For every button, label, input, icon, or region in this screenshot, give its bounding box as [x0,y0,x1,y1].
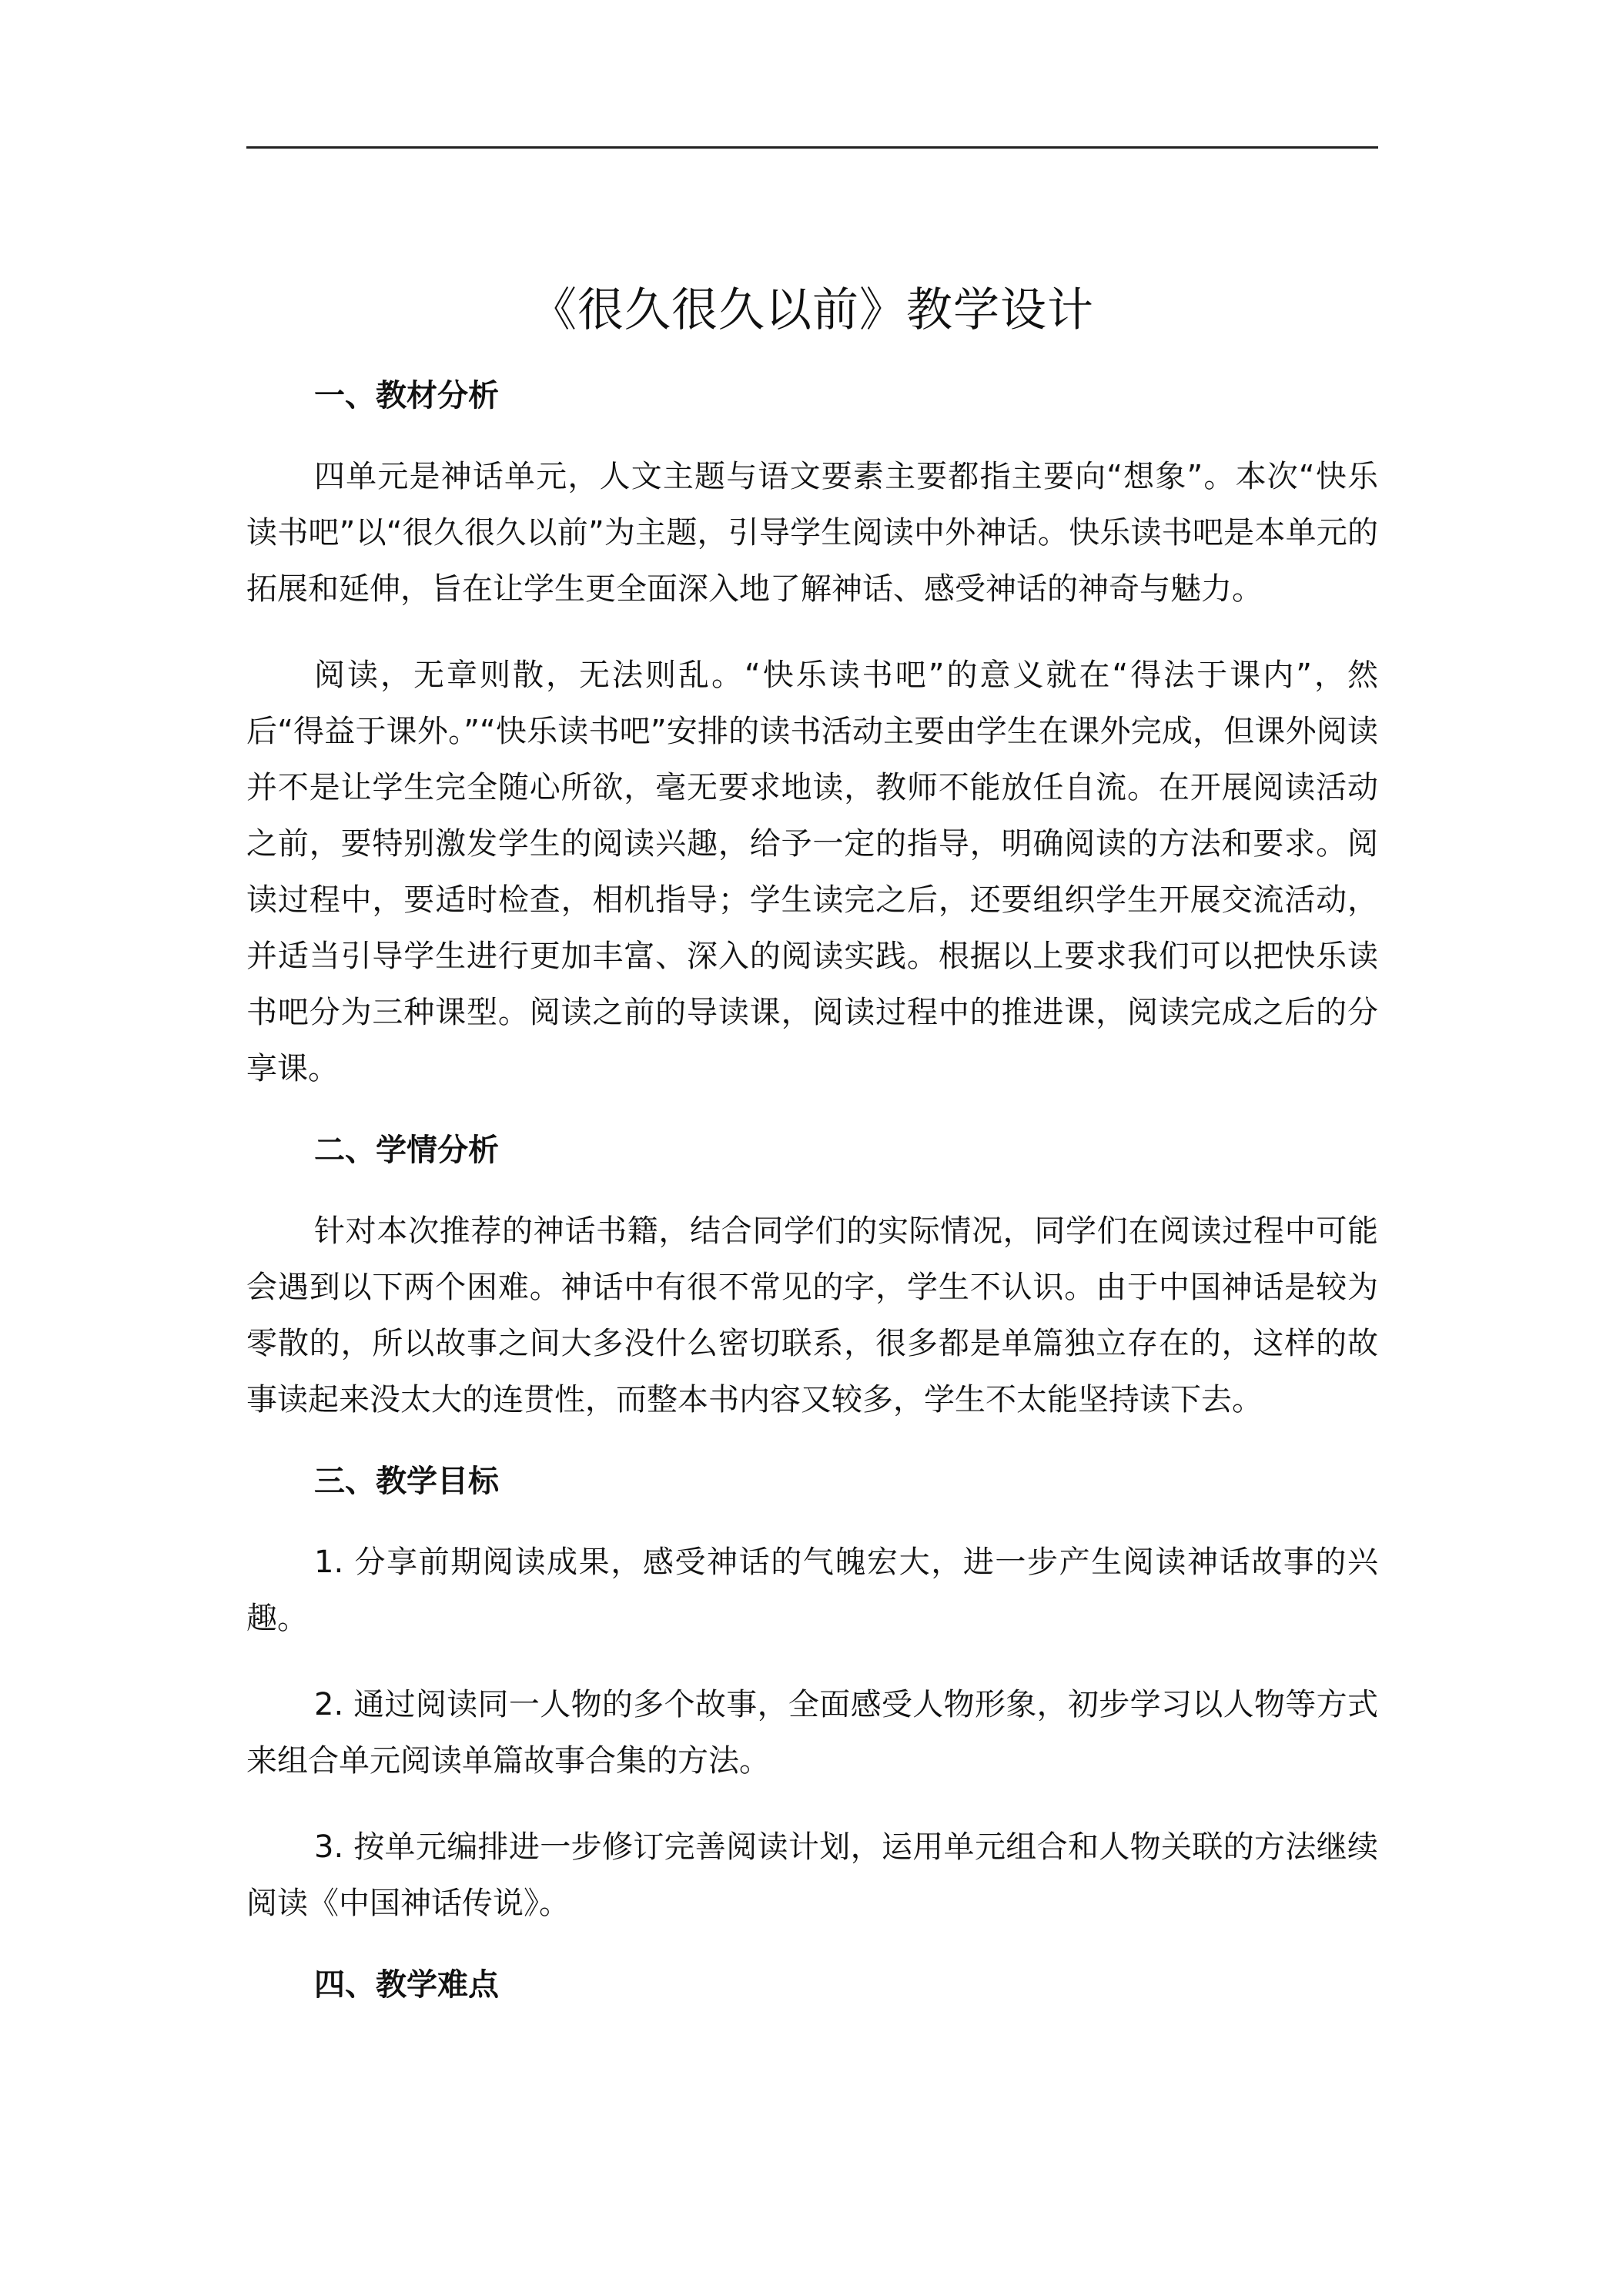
goal-item: 1. 分享前期阅读成果，感受神话的气魄宏大，进一步产生阅读神话故事的兴趣。 [246,1545,1378,1636]
document-title: 《很久很久以前》教学设计 [530,283,1094,338]
section-heading-teaching-goals: 三、教学目标 [314,1464,499,1499]
paragraph: 阅读，无章则散，无法则乱。“快乐读书吧”的意义就在“得法于课内”，然后“得益于课外。”“快乐读书吧”安排的读书活动主要由学生在课外完成，但课外阅读并不是让学生完全随心所欲，毫无要求地读，教师不能放任自流。在开展阅读活动之前，要特别激发学生的阅读兴趣，给予一定的指导，明确阅读的方法和要求。阅读过程中，要适时检查，相机指导；学生读完之后，还要组织学生开展交流活动，并适当引导学生进行更加丰富、深入的阅读实践。根据以上要求我们可以把快乐读书吧分为三种课型。阅读之前的导读课，阅读过程中的推进课，阅读完成之后的分享课。 [246,658,1378,1086]
goal-item: 3. 按单元编排进一步修订完善阅读计划，运用单元组合和人物关联的方法继续阅读《中国神话传说》。 [246,1829,1378,1921]
paragraph: 针对本次推荐的神话书籍，结合同学们的实际情况，同学们在阅读过程中可能会遇到以下两个困难。神话中有很不常见的字，学生不认识。由于中国神话是较为零散的，所以故事之间大多没什么密切联系，很多都是单篇独立存在的，这样的故事读起来没太大的连贯性，而整本书内容又较多，学生不太能坚持读下去。 [246,1213,1378,1417]
header-rule [246,146,1378,149]
section-heading-student-analysis: 二、学情分析 [314,1133,499,1168]
paragraph: 四单元是神话单元，人文主题与语文要素主要都指主要向“想象”。本次“快乐读书吧”以“很久很久以前”为主题，引导学生阅读中外神话。快乐读书吧是本单元的拓展和延伸，旨在让学生更全面深入地了解神话、感受神话的神奇与魅力。 [246,459,1378,607]
document-body [246,373,1378,2038]
section-heading-teaching-difficulties: 四、教学难点 [314,1967,499,2003]
goal-item: 2. 通过阅读同一人物的多个故事，全面感受人物形象，初步学习以人物等方式来组合单元阅读单篇故事合集的方法。 [246,1687,1378,1779]
section-heading-textbook-analysis: 一、教材分析 [314,378,499,413]
